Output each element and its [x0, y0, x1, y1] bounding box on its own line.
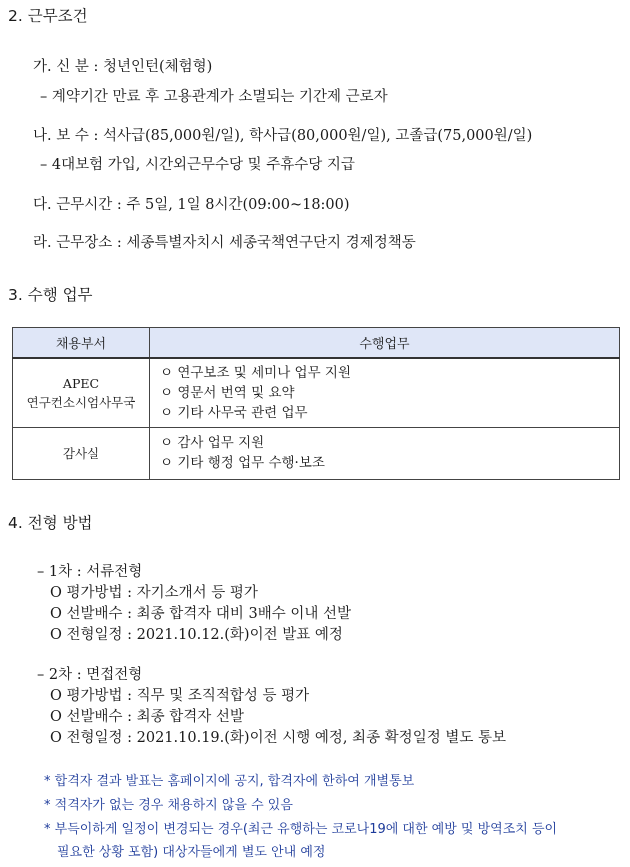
round1-item: O 전형일정 : 2021.10.12.(화)이전 발표 예정	[50, 627, 343, 643]
task-item: ㅇ 영문서 번역 및 요약	[160, 384, 295, 401]
note-item: * 적격자가 없는 경우 채용하지 않을 수 있음	[44, 798, 293, 813]
tasks-cell	[150, 427, 620, 479]
condition-status-note: – 계약기간 만료 후 고용관계가 소멸되는 기간제 근로자	[40, 89, 388, 105]
duty-header-tasks: 수행업무	[150, 328, 620, 359]
note-item: * 합격자 결과 발표는 홈페이지에 공지, 합격자에 한하여 개별통보	[44, 774, 415, 789]
section-3-title: 3. 수행 업무	[8, 286, 93, 304]
task-item: ㅇ 기타 행정 업무 수행·보조	[160, 455, 325, 471]
duty-header-dept: 채용부서	[13, 328, 150, 359]
dept-cell	[13, 427, 150, 479]
table-row	[13, 427, 620, 479]
duty-table	[12, 327, 620, 480]
round2-item: O 선발배수 : 최종 합격자 선발	[50, 709, 244, 725]
condition-place: 라. 근무장소 : 세종특별자치시 세종국책연구단지 경제정책동	[33, 235, 416, 251]
round2-item: O 평가방법 : 직무 및 조직적합성 등 평가	[50, 688, 310, 704]
round2-item: O 전형일정 : 2021.10.19.(화)이전 시행 예정, 최종 확정일정 별도 통보	[50, 730, 506, 746]
dept-name-sub: 연구컨소시엄사무국	[26, 394, 136, 410]
dept-name: APEC	[62, 375, 100, 391]
tasks-cell	[150, 358, 620, 427]
section-2-title: 2. 근무조건	[8, 7, 88, 25]
round1-item: O 선발배수 : 최종 합격자 대비 3배수 이내 선발	[50, 606, 351, 622]
condition-pay-note: – 4대보험 가입, 시간외근무수당 및 주휴수당 지급	[40, 157, 355, 173]
condition-pay: 나. 보 수 : 석사급(85,000원/일), 학사급(80,000원/일), 고졸급(75,000원/일)	[33, 128, 533, 144]
table-row	[13, 358, 620, 427]
round2-title: – 2차 : 면접전형	[37, 667, 143, 683]
condition-hours: 다. 근무시간 : 주 5일, 1일 8시간(09:00~18:00)	[33, 197, 350, 213]
round1-title: – 1차 : 서류전형	[37, 564, 143, 580]
dept-cell	[13, 358, 150, 427]
condition-status: 가. 신 분 : 청년인턴(체험형)	[33, 59, 213, 75]
section-4-title: 4. 전형 방법	[8, 514, 93, 532]
task-item: ㅇ 기타 사무국 관련 업무	[160, 404, 308, 421]
note-item: * 부득이하게 일정이 변경되는 경우(최근 유행하는 코로나19에 대한 예방 및 방역조치 등이	[44, 822, 558, 837]
task-item: ㅇ 연구보조 및 세미나 업무 지원	[160, 364, 351, 381]
dept-name: 감사실	[62, 445, 100, 461]
task-item: ㅇ 감사 업무 지원	[160, 435, 265, 451]
note-item-continued: 필요한 상황 포함) 대상자들에게 별도 안내 예정	[57, 845, 326, 860]
round1-item: O 평가방법 : 자기소개서 등 평가	[50, 585, 258, 601]
